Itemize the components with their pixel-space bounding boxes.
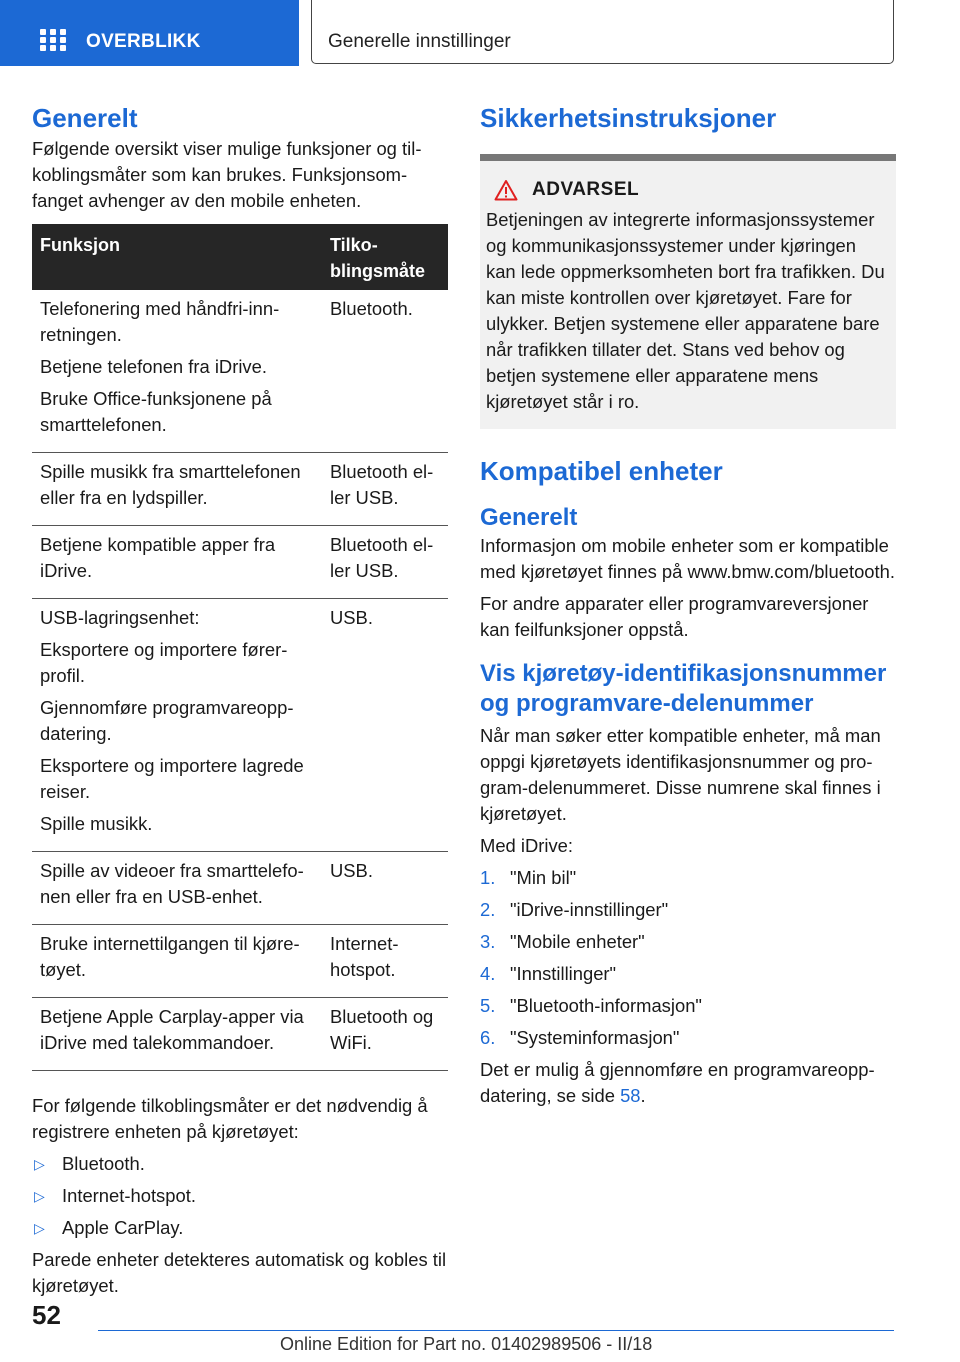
table-row [32, 526, 448, 599]
warning-header [494, 179, 890, 201]
connection-cell: Bluetooth eller USB. [322, 453, 448, 526]
cell-text: Gjennomføre programvareoppdatering. [40, 697, 294, 744]
overview-label: OVERBLIKK [86, 31, 201, 52]
function-cell [32, 453, 322, 526]
connection-cell: Bluetooth og WiFi. [322, 998, 448, 1071]
connection-cell: USB. [322, 852, 448, 925]
connection-cell: Bluetooth. [322, 290, 448, 453]
idrive-steps [480, 865, 896, 1051]
cell-text: Bruke Office-funksjonene på smarttelefonen. [40, 388, 272, 435]
list-item [32, 1151, 448, 1177]
cell-text: USB-lagringsenhet: [40, 607, 200, 628]
table-row [32, 852, 448, 925]
closing-paragraph: Parede enheter detekteres automatisk og kobles til kjøretøyet. [32, 1249, 447, 1296]
cell-text: Spille musikk fra smarttelefonen eller fra en lydspiller. [40, 461, 301, 508]
section-title-safety: Sikkerhetsinstruksjoner [480, 103, 777, 133]
connection-cell: Internethotspot. [322, 925, 448, 998]
cell-text: Betjene kompatible apper fra iDrive. [40, 534, 276, 581]
function-cell [32, 998, 322, 1071]
table-row [32, 998, 448, 1071]
cell-text: Bruke internettilgangen til kjøretøyet. [40, 933, 300, 980]
list-item-text: Bluetooth. [62, 1153, 145, 1174]
step-text: "Min bil" [510, 867, 577, 888]
step-text: "iDrive-innstillinger" [510, 899, 669, 920]
chapter-tab[interactable] [311, 0, 894, 64]
connection-list [32, 1151, 448, 1241]
list-item-text: Internet-hotspot. [62, 1185, 196, 1206]
general-paragraph-2: For andre apparater eller programvareversjoner kan feilfunksjoner oppstå. [480, 593, 869, 640]
cell-text: Betjene Apple Carplay-apper via iDrive med talekommandoer. [40, 1006, 304, 1053]
cell-text: Spille musikk. [40, 813, 153, 834]
step-item [480, 865, 896, 891]
overview-button[interactable] [0, 0, 299, 66]
section-title-generelt: Generelt [32, 103, 138, 133]
cell-text: Eksportere og importere lagrede reiser. [40, 755, 304, 802]
step-text: "Innstillinger" [510, 963, 617, 984]
subsection-title-vin: Vis kjøretøy-identifikasjonsnummer og programvare-delenummer [480, 660, 887, 717]
cell-text: Betjene telefonen fra iDrive. [40, 356, 267, 377]
cell-text: Eksportere og importere førerprofil. [40, 639, 288, 686]
left-column [32, 100, 448, 1305]
step-number: 2. [480, 899, 496, 920]
intro-paragraph: Følgende oversikt viser mulige funksjoner og tilkoblingsmåter som kan brukes. Funksjonsomfanget avhenger av den mobile enheten. [32, 138, 422, 211]
table-row [32, 925, 448, 998]
list-item [32, 1183, 448, 1209]
footer-edition: Online Edition for Part no. 01402989506 - II/18 [280, 1334, 653, 1354]
with-idrive-label: Med iDrive: [480, 835, 573, 856]
connection-cell: Bluetooth eller USB. [322, 526, 448, 599]
function-cell [32, 290, 322, 453]
connection-cell: USB. [322, 599, 448, 852]
footer-divider [98, 1330, 894, 1331]
step-number: 4. [480, 963, 496, 984]
page-number: 52 [32, 1300, 61, 1330]
function-cell [32, 526, 322, 599]
step-text: "Systeminformasjon" [510, 1027, 680, 1048]
chapter-title: Generelle innstillinger [328, 31, 511, 52]
warning-title: ADVARSEL [532, 179, 640, 200]
final-end: . [640, 1085, 646, 1106]
table-row [32, 290, 448, 453]
warning-triangle-icon [494, 179, 518, 201]
table-header-connection: Tilkoblingsmåte [322, 224, 448, 290]
step-number: 6. [480, 1027, 496, 1048]
function-table [32, 224, 448, 1071]
table-row [32, 599, 448, 852]
step-number: 1. [480, 867, 496, 888]
vin-paragraph: Når man søker etter kompatible enheter, må man oppgi kjøretøyets identifikasjonsnummer og program-delenummeret. Disse numrene skal finnes i kjøretøyet. [480, 725, 881, 824]
table-row [32, 453, 448, 526]
step-item [480, 897, 896, 923]
step-text: "Bluetooth-informasjon" [510, 995, 702, 1016]
step-item [480, 1025, 896, 1051]
function-cell [32, 925, 322, 998]
registration-paragraph: For følgende tilkoblingsmåter er det nødvendig å registrere enheten på kjøretøyet: [32, 1095, 428, 1142]
step-item [480, 993, 896, 1019]
page-link[interactable]: 58 [620, 1085, 641, 1106]
step-text: "Mobile enheter" [510, 931, 645, 952]
list-item [32, 1215, 448, 1241]
cell-text: Spille av videoer fra smarttelefonen eller fra en USB-enhet. [40, 860, 304, 907]
triangle-bullet-icon: ▷ [34, 1220, 45, 1236]
cell-text: Telefonering med håndfri-innretningen. [40, 298, 280, 345]
general-paragraph-1: Informasjon om mobile enheter som er kompatible med kjøretøyet finnes på www.bmw.com/bluetooth. [480, 535, 895, 582]
function-cell [32, 599, 322, 852]
final-paragraph [480, 1057, 896, 1109]
grid-icon [40, 29, 66, 51]
step-number: 3. [480, 931, 496, 952]
final-text: Det er mulig å gjennomføre en programvareoppdatering, se side [480, 1059, 875, 1106]
step-item [480, 961, 896, 987]
step-item [480, 929, 896, 955]
list-item-text: Apple CarPlay. [62, 1217, 184, 1238]
top-bar [0, 0, 960, 66]
triangle-bullet-icon: ▷ [34, 1156, 45, 1172]
function-cell [32, 852, 322, 925]
section-title-compatible: Kompatibel enheter [480, 456, 723, 486]
step-number: 5. [480, 995, 496, 1016]
warning-box [480, 154, 896, 429]
right-column [480, 100, 896, 1115]
triangle-bullet-icon: ▷ [34, 1188, 45, 1204]
table-header-function: Funksjon [32, 224, 322, 290]
subsection-title-generelt: Generelt [480, 504, 578, 531]
warning-text: Betjeningen av integrerte informasjonssystemer og kommunikasjonssystemer under kjøringen kan lede oppmerksomheten bort fra trafikken. Du kan miste kontrollen over kjøretøyet. Fare for ulykker. Betjen systemene eller apparatene bare når trafikken tillater det. Stans ved behov og betjen systemene eller apparatene mens kjøretøyet står i ro. [486, 209, 885, 412]
